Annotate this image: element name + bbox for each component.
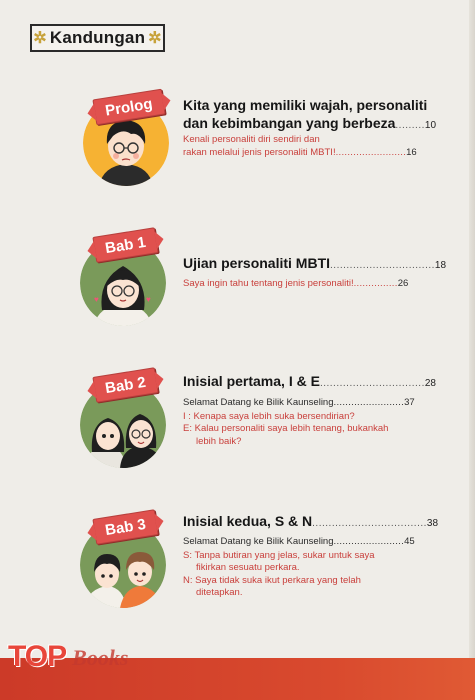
chapter-subitems: [183, 278, 408, 291]
page-number: 37: [404, 397, 415, 408]
chapter-tag: Bab 1: [92, 227, 158, 263]
sparkle-icon: ✲: [33, 30, 47, 47]
watermark-books: Books: [72, 645, 129, 670]
subitem-line: I : Kenapa saya lebih suka bersendirian?: [183, 410, 355, 422]
leader-dots: ........................: [333, 397, 405, 408]
leader-dots: ........................: [335, 146, 407, 158]
chapter-subitems: [183, 397, 415, 448]
subitem-line: fikirkan sesuatu perkara.: [196, 562, 300, 573]
chapter-tag: Bab 3: [92, 509, 158, 545]
subitem-line: ditetapkan.: [196, 587, 243, 598]
heading-line: Kita yang memiliki wajah, personaliti: [183, 97, 428, 113]
heading-line: Inisial pertama, I & E: [183, 373, 320, 389]
chapter-heading[interactable]: [183, 512, 438, 533]
leader-dots: ...............: [353, 278, 398, 289]
leader-dots: ................................: [330, 260, 435, 271]
chapter-subitems: [183, 536, 415, 600]
leader-dots: .........: [395, 120, 425, 131]
chapter-tag: Prolog: [92, 89, 165, 126]
chapter-subitems: [183, 134, 417, 159]
chapter-tag: Bab 2: [92, 367, 158, 403]
page-edge: [469, 0, 475, 700]
page-number: 28: [424, 378, 436, 389]
subitem-line: S: Tanpa butiran yang jelas, sukar untuk saya: [183, 549, 375, 561]
svg-text:♥: ♥: [94, 295, 99, 304]
leader-dots: ...................................: [312, 518, 427, 529]
page-number: 16: [406, 146, 417, 158]
subitem-line: rakan melalui jenis personaliti MBTI!: [183, 146, 336, 158]
leader-dots: ........................: [333, 536, 405, 547]
page-number: 10: [424, 120, 437, 131]
page-number: 26: [397, 278, 409, 289]
watermark-logo: [8, 640, 128, 674]
subitem-line: Kenali personaliti diri sendiri dan: [183, 134, 320, 145]
heading-line: Ujian personaliti MBTI: [183, 255, 331, 271]
svg-text:♥: ♥: [146, 295, 151, 304]
heading-line: Inisial kedua, S & N: [183, 513, 313, 529]
subitem-line: Saya ingin tahu tentang jenis personaliti!: [183, 278, 354, 289]
subitem-line: E: Kalau personaliti saya lebih tenang, bukankah: [183, 423, 389, 434]
contents-title-box: [30, 24, 165, 52]
page-number: 38: [426, 518, 439, 529]
subitem-line: N: Saya tidak suka ikut perkara yang telah: [183, 574, 361, 586]
watermark-top: TOP: [8, 640, 67, 673]
chapter-heading[interactable]: [183, 372, 436, 393]
subitem-line: Selamat Datang ke Bilik Kaunseling: [183, 536, 334, 547]
heading-line: dan kebimbangan yang berbeza: [183, 115, 396, 131]
leader-dots: ................................: [319, 378, 425, 389]
page-number: 45: [404, 536, 415, 547]
sparkle-icon: ✲: [148, 30, 162, 47]
page-title: Kandungan: [49, 28, 146, 47]
page-number: 18: [434, 260, 447, 271]
chapter-heading[interactable]: [183, 96, 436, 135]
subitem-line: Selamat Datang ke Bilik Kaunseling: [183, 397, 334, 408]
chapter-heading[interactable]: [183, 254, 446, 275]
subitem-line: lebih baik?: [196, 435, 242, 447]
